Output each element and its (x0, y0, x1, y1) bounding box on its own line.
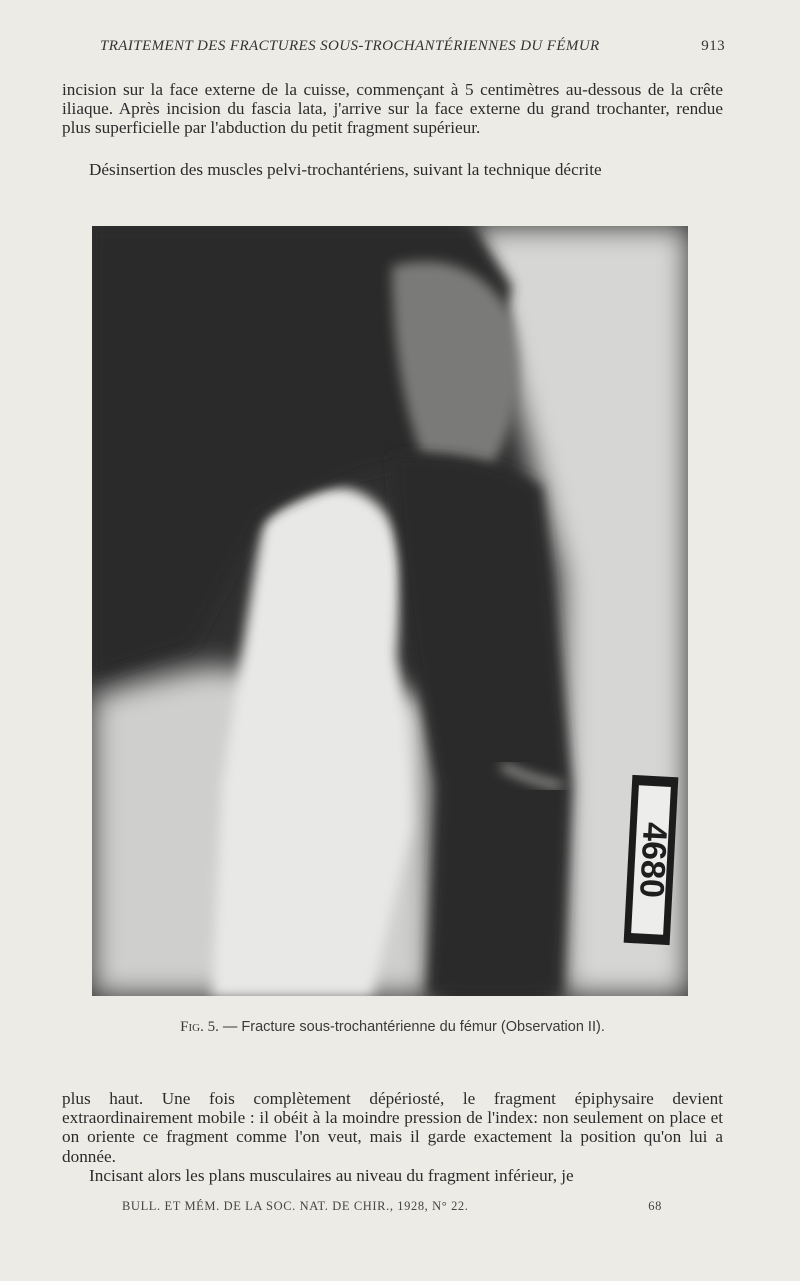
paragraph-3: plus haut. Une fois complètement dépériosté, le fragment épiphysaire devient extraordinairement mobile : il obéit à la moindre pression de l'index: non seulement on place et on oriente ce fragment comme l'on veut, mais il garde exactement la position qu'on lui a donnée. (62, 1089, 723, 1166)
radiograph-image (92, 226, 688, 996)
film-number-label: 4680 (632, 821, 674, 899)
running-title: TRAITEMENT DES FRACTURES SOUS-TROCHANTÉRIENNES DU FÉMUR (100, 38, 600, 54)
paragraph-4: Incisant alors les plans musculaires au niveau du fragment inférieur, je (89, 1166, 574, 1185)
radiograph-figure (92, 226, 688, 996)
journal-citation: BULL. ET MÉM. DE LA SOC. NAT. DE CHIR., 1928, N° 22. (122, 1199, 469, 1213)
signature-mark: 68 (648, 1199, 662, 1213)
paragraph-2: Désinsertion des muscles pelvi-trochantériens, suivant la technique décrite (89, 160, 602, 179)
figure-label: Fig. 5. (180, 1019, 219, 1035)
figure-caption-text: — Fracture sous-trochantérienne du fémur (Observation II). (218, 1019, 605, 1035)
paragraph-1: incision sur la face externe de la cuisse, commençant à 5 centimètres au-dessous de la crête iliaque. Après incision du fascia lata, j'arrive sur la face externe du grand trochanter, rendue plus superficielle par l'abduction du petit fragment supérieur. (62, 80, 723, 138)
running-header (100, 38, 725, 55)
page-footer (122, 1199, 662, 1214)
figure-caption (62, 1019, 723, 1036)
page-number: 913 (701, 38, 725, 54)
